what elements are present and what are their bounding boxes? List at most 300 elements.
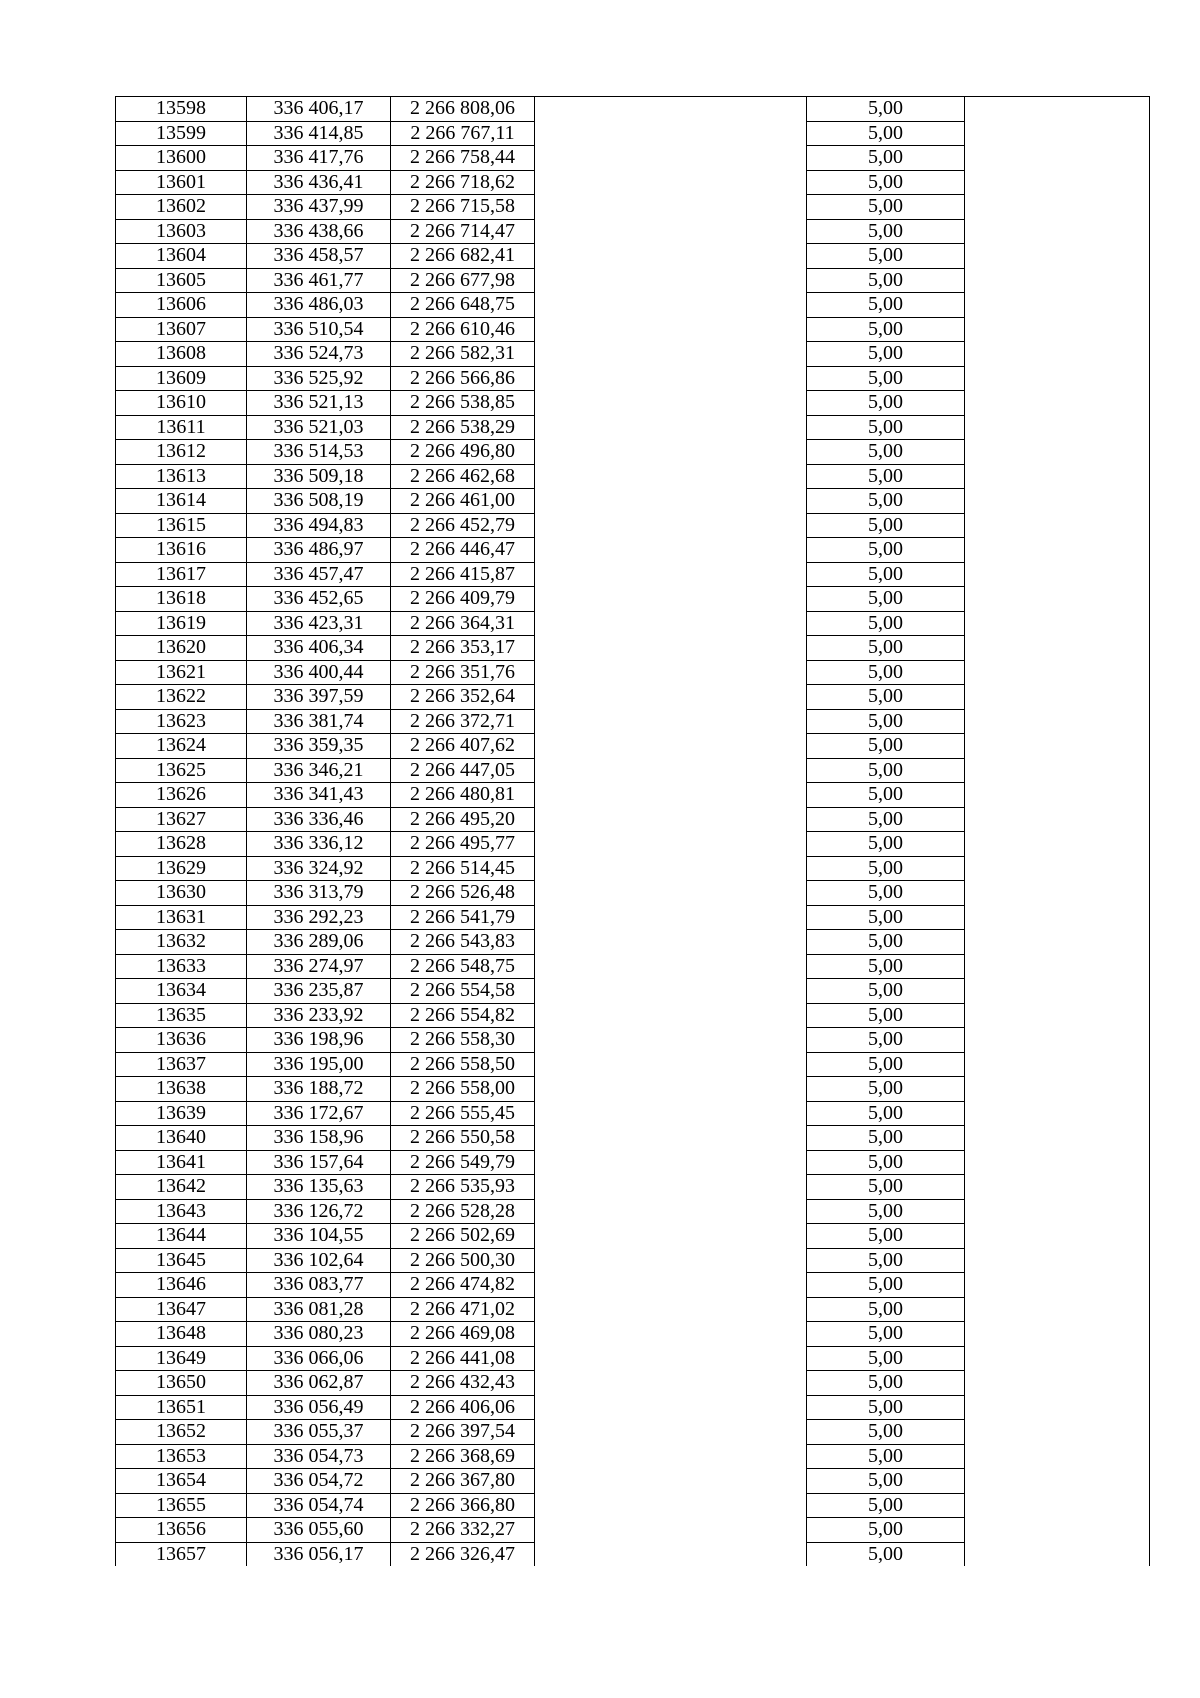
y-coordinate-cell: 2 266 461,00	[391, 489, 535, 514]
accuracy-cell: 5,00	[807, 464, 965, 489]
x-coordinate-cell: 336 104,55	[247, 1224, 391, 1249]
accuracy-cell: 5,00	[807, 979, 965, 1004]
table-row	[116, 734, 1150, 759]
table-row	[116, 219, 1150, 244]
accuracy-cell: 5,00	[807, 415, 965, 440]
empty-cell	[535, 538, 807, 563]
accuracy-cell: 5,00	[807, 587, 965, 612]
x-coordinate-cell: 336 083,77	[247, 1273, 391, 1298]
accuracy-cell: 5,00	[807, 513, 965, 538]
accuracy-cell: 5,00	[807, 293, 965, 318]
y-coordinate-cell: 2 266 648,75	[391, 293, 535, 318]
point-number-cell: 13656	[116, 1518, 247, 1543]
empty-cell	[965, 391, 1150, 416]
empty-cell	[965, 440, 1150, 465]
x-coordinate-cell: 336 198,96	[247, 1028, 391, 1053]
y-coordinate-cell: 2 266 715,58	[391, 195, 535, 220]
y-coordinate-cell: 2 266 682,41	[391, 244, 535, 269]
x-coordinate-cell: 336 066,06	[247, 1346, 391, 1371]
y-coordinate-cell: 2 266 480,81	[391, 783, 535, 808]
point-number-cell: 13611	[116, 415, 247, 440]
y-coordinate-cell: 2 266 368,69	[391, 1444, 535, 1469]
empty-cell	[535, 1248, 807, 1273]
table-row	[116, 954, 1150, 979]
point-number-cell: 13632	[116, 930, 247, 955]
empty-cell	[535, 440, 807, 465]
y-coordinate-cell: 2 266 495,77	[391, 832, 535, 857]
y-coordinate-cell: 2 266 566,86	[391, 366, 535, 391]
empty-cell	[535, 1273, 807, 1298]
empty-cell	[965, 587, 1150, 612]
y-coordinate-cell: 2 266 528,28	[391, 1199, 535, 1224]
empty-cell	[965, 709, 1150, 734]
x-coordinate-cell: 336 336,12	[247, 832, 391, 857]
accuracy-cell: 5,00	[807, 1224, 965, 1249]
y-coordinate-cell: 2 266 677,98	[391, 268, 535, 293]
table-body	[116, 97, 1150, 1567]
y-coordinate-cell: 2 266 447,05	[391, 758, 535, 783]
point-number-cell: 13600	[116, 146, 247, 171]
y-coordinate-cell: 2 266 714,47	[391, 219, 535, 244]
table-row	[116, 660, 1150, 685]
point-number-cell: 13652	[116, 1420, 247, 1445]
accuracy-cell: 5,00	[807, 317, 965, 342]
empty-cell	[965, 1248, 1150, 1273]
y-coordinate-cell: 2 266 409,79	[391, 587, 535, 612]
empty-cell	[535, 415, 807, 440]
x-coordinate-cell: 336 510,54	[247, 317, 391, 342]
empty-cell	[535, 342, 807, 367]
accuracy-cell: 5,00	[807, 562, 965, 587]
table-row	[116, 562, 1150, 587]
table-row	[116, 1224, 1150, 1249]
empty-cell	[965, 195, 1150, 220]
x-coordinate-cell: 336 055,60	[247, 1518, 391, 1543]
point-number-cell: 13614	[116, 489, 247, 514]
point-number-cell: 13604	[116, 244, 247, 269]
x-coordinate-cell: 336 494,83	[247, 513, 391, 538]
point-number-cell: 13651	[116, 1395, 247, 1420]
y-coordinate-cell: 2 266 558,30	[391, 1028, 535, 1053]
accuracy-cell: 5,00	[807, 366, 965, 391]
empty-cell	[965, 734, 1150, 759]
empty-cell	[535, 1371, 807, 1396]
x-coordinate-cell: 336 336,46	[247, 807, 391, 832]
empty-cell	[535, 660, 807, 685]
table-row	[116, 391, 1150, 416]
x-coordinate-cell: 336 414,85	[247, 121, 391, 146]
empty-cell	[965, 1469, 1150, 1494]
x-coordinate-cell: 336 438,66	[247, 219, 391, 244]
point-number-cell: 13636	[116, 1028, 247, 1053]
empty-cell	[535, 1077, 807, 1102]
empty-cell	[535, 219, 807, 244]
table-row	[116, 268, 1150, 293]
y-coordinate-cell: 2 266 543,83	[391, 930, 535, 955]
table-row	[116, 1248, 1150, 1273]
empty-cell	[965, 464, 1150, 489]
empty-cell	[535, 1493, 807, 1518]
empty-cell	[965, 954, 1150, 979]
y-coordinate-cell: 2 266 718,62	[391, 170, 535, 195]
x-coordinate-cell: 336 521,03	[247, 415, 391, 440]
empty-cell	[535, 195, 807, 220]
x-coordinate-cell: 336 486,03	[247, 293, 391, 318]
empty-cell	[535, 1003, 807, 1028]
accuracy-cell: 5,00	[807, 121, 965, 146]
y-coordinate-cell: 2 266 352,64	[391, 685, 535, 710]
empty-cell	[965, 758, 1150, 783]
y-coordinate-cell: 2 266 514,45	[391, 856, 535, 881]
point-number-cell: 13643	[116, 1199, 247, 1224]
empty-cell	[965, 660, 1150, 685]
point-number-cell: 13606	[116, 293, 247, 318]
accuracy-cell: 5,00	[807, 1150, 965, 1175]
y-coordinate-cell: 2 266 500,30	[391, 1248, 535, 1273]
x-coordinate-cell: 336 508,19	[247, 489, 391, 514]
empty-cell	[965, 317, 1150, 342]
accuracy-cell: 5,00	[807, 1371, 965, 1396]
empty-cell	[965, 1444, 1150, 1469]
y-coordinate-cell: 2 266 496,80	[391, 440, 535, 465]
accuracy-cell: 5,00	[807, 1322, 965, 1347]
x-coordinate-cell: 336 188,72	[247, 1077, 391, 1102]
y-coordinate-cell: 2 266 372,71	[391, 709, 535, 734]
empty-cell	[535, 905, 807, 930]
empty-cell	[535, 268, 807, 293]
table-row	[116, 758, 1150, 783]
y-coordinate-cell: 2 266 558,00	[391, 1077, 535, 1102]
accuracy-cell: 5,00	[807, 97, 965, 122]
empty-cell	[965, 1518, 1150, 1543]
table-row	[116, 1469, 1150, 1494]
table-row	[116, 1493, 1150, 1518]
point-number-cell: 13650	[116, 1371, 247, 1396]
coordinates-table	[115, 96, 1150, 1566]
point-number-cell: 13644	[116, 1224, 247, 1249]
accuracy-cell: 5,00	[807, 832, 965, 857]
table-row	[116, 538, 1150, 563]
x-coordinate-cell: 336 062,87	[247, 1371, 391, 1396]
x-coordinate-cell: 336 158,96	[247, 1126, 391, 1151]
empty-cell	[965, 1371, 1150, 1396]
x-coordinate-cell: 336 292,23	[247, 905, 391, 930]
empty-cell	[535, 930, 807, 955]
y-coordinate-cell: 2 266 469,08	[391, 1322, 535, 1347]
table-row	[116, 97, 1150, 122]
table-row	[116, 1395, 1150, 1420]
point-number-cell: 13605	[116, 268, 247, 293]
empty-cell	[535, 587, 807, 612]
y-coordinate-cell: 2 266 366,80	[391, 1493, 535, 1518]
accuracy-cell: 5,00	[807, 709, 965, 734]
point-number-cell: 13647	[116, 1297, 247, 1322]
empty-cell	[535, 1101, 807, 1126]
x-coordinate-cell: 336 437,99	[247, 195, 391, 220]
x-coordinate-cell: 336 056,17	[247, 1542, 391, 1566]
x-coordinate-cell: 336 400,44	[247, 660, 391, 685]
empty-cell	[965, 219, 1150, 244]
x-coordinate-cell: 336 102,64	[247, 1248, 391, 1273]
x-coordinate-cell: 336 486,97	[247, 538, 391, 563]
point-number-cell: 13613	[116, 464, 247, 489]
accuracy-cell: 5,00	[807, 734, 965, 759]
y-coordinate-cell: 2 266 538,29	[391, 415, 535, 440]
table-row	[116, 905, 1150, 930]
empty-cell	[965, 1101, 1150, 1126]
accuracy-cell: 5,00	[807, 1273, 965, 1298]
y-coordinate-cell: 2 266 397,54	[391, 1420, 535, 1445]
empty-cell	[535, 709, 807, 734]
table-row	[116, 513, 1150, 538]
x-coordinate-cell: 336 235,87	[247, 979, 391, 1004]
accuracy-cell: 5,00	[807, 1297, 965, 1322]
point-number-cell: 13646	[116, 1273, 247, 1298]
y-coordinate-cell: 2 266 367,80	[391, 1469, 535, 1494]
table-row	[116, 709, 1150, 734]
x-coordinate-cell: 336 126,72	[247, 1199, 391, 1224]
accuracy-cell: 5,00	[807, 195, 965, 220]
x-coordinate-cell: 336 452,65	[247, 587, 391, 612]
empty-cell	[535, 293, 807, 318]
accuracy-cell: 5,00	[807, 1346, 965, 1371]
empty-cell	[535, 611, 807, 636]
table-row	[116, 881, 1150, 906]
empty-cell	[965, 636, 1150, 661]
accuracy-cell: 5,00	[807, 268, 965, 293]
empty-cell	[965, 1224, 1150, 1249]
empty-cell	[535, 1542, 807, 1566]
empty-cell	[535, 979, 807, 1004]
empty-cell	[535, 1469, 807, 1494]
y-coordinate-cell: 2 266 758,44	[391, 146, 535, 171]
empty-cell	[535, 1126, 807, 1151]
empty-cell	[965, 538, 1150, 563]
table-row	[116, 1297, 1150, 1322]
empty-cell	[535, 1420, 807, 1445]
x-coordinate-cell: 336 461,77	[247, 268, 391, 293]
accuracy-cell: 5,00	[807, 636, 965, 661]
empty-cell	[965, 97, 1150, 122]
accuracy-cell: 5,00	[807, 856, 965, 881]
x-coordinate-cell: 336 514,53	[247, 440, 391, 465]
table-row	[116, 1346, 1150, 1371]
table-row	[116, 1322, 1150, 1347]
accuracy-cell: 5,00	[807, 170, 965, 195]
x-coordinate-cell: 336 324,92	[247, 856, 391, 881]
point-number-cell: 13621	[116, 660, 247, 685]
accuracy-cell: 5,00	[807, 1175, 965, 1200]
accuracy-cell: 5,00	[807, 954, 965, 979]
point-number-cell: 13623	[116, 709, 247, 734]
accuracy-cell: 5,00	[807, 1469, 965, 1494]
y-coordinate-cell: 2 266 364,31	[391, 611, 535, 636]
empty-cell	[535, 562, 807, 587]
y-coordinate-cell: 2 266 582,31	[391, 342, 535, 367]
point-number-cell: 13648	[116, 1322, 247, 1347]
table-row	[116, 1273, 1150, 1298]
x-coordinate-cell: 336 233,92	[247, 1003, 391, 1028]
empty-cell	[535, 317, 807, 342]
empty-cell	[965, 1150, 1150, 1175]
empty-cell	[535, 513, 807, 538]
point-number-cell: 13645	[116, 1248, 247, 1273]
empty-cell	[965, 415, 1150, 440]
point-number-cell: 13602	[116, 195, 247, 220]
empty-cell	[535, 1224, 807, 1249]
empty-cell	[965, 611, 1150, 636]
empty-cell	[965, 1346, 1150, 1371]
x-coordinate-cell: 336 381,74	[247, 709, 391, 734]
empty-cell	[535, 464, 807, 489]
x-coordinate-cell: 336 436,41	[247, 170, 391, 195]
x-coordinate-cell: 336 457,47	[247, 562, 391, 587]
empty-cell	[965, 244, 1150, 269]
empty-cell	[965, 979, 1150, 1004]
empty-cell	[965, 1493, 1150, 1518]
empty-cell	[965, 1395, 1150, 1420]
empty-cell	[535, 1346, 807, 1371]
y-coordinate-cell: 2 266 474,82	[391, 1273, 535, 1298]
accuracy-cell: 5,00	[807, 219, 965, 244]
empty-cell	[535, 881, 807, 906]
empty-cell	[965, 562, 1150, 587]
empty-cell	[965, 1028, 1150, 1053]
point-number-cell: 13615	[116, 513, 247, 538]
y-coordinate-cell: 2 266 808,06	[391, 97, 535, 122]
empty-cell	[535, 807, 807, 832]
point-number-cell: 13612	[116, 440, 247, 465]
accuracy-cell: 5,00	[807, 1444, 965, 1469]
table-row	[116, 1444, 1150, 1469]
accuracy-cell: 5,00	[807, 783, 965, 808]
point-number-cell: 13642	[116, 1175, 247, 1200]
empty-cell	[965, 121, 1150, 146]
x-coordinate-cell: 336 054,74	[247, 1493, 391, 1518]
empty-cell	[535, 954, 807, 979]
table-row	[116, 464, 1150, 489]
x-coordinate-cell: 336 417,76	[247, 146, 391, 171]
accuracy-cell: 5,00	[807, 391, 965, 416]
empty-cell	[535, 856, 807, 881]
point-number-cell: 13640	[116, 1126, 247, 1151]
y-coordinate-cell: 2 266 332,27	[391, 1518, 535, 1543]
x-coordinate-cell: 336 359,35	[247, 734, 391, 759]
empty-cell	[965, 1322, 1150, 1347]
table-row	[116, 317, 1150, 342]
y-coordinate-cell: 2 266 555,45	[391, 1101, 535, 1126]
x-coordinate-cell: 336 509,18	[247, 464, 391, 489]
accuracy-cell: 5,00	[807, 538, 965, 563]
empty-cell	[535, 1028, 807, 1053]
accuracy-cell: 5,00	[807, 905, 965, 930]
y-coordinate-cell: 2 266 549,79	[391, 1150, 535, 1175]
point-number-cell: 13607	[116, 317, 247, 342]
point-number-cell: 13637	[116, 1052, 247, 1077]
table-row	[116, 440, 1150, 465]
empty-cell	[965, 1199, 1150, 1224]
point-number-cell: 13630	[116, 881, 247, 906]
y-coordinate-cell: 2 266 432,43	[391, 1371, 535, 1396]
point-number-cell: 13620	[116, 636, 247, 661]
empty-cell	[535, 170, 807, 195]
empty-cell	[965, 1126, 1150, 1151]
empty-cell	[965, 685, 1150, 710]
table-row	[116, 1126, 1150, 1151]
x-coordinate-cell: 336 135,63	[247, 1175, 391, 1200]
table-row	[116, 170, 1150, 195]
accuracy-cell: 5,00	[807, 1518, 965, 1543]
empty-cell	[965, 1420, 1150, 1445]
empty-cell	[535, 783, 807, 808]
y-coordinate-cell: 2 266 550,58	[391, 1126, 535, 1151]
table-row	[116, 587, 1150, 612]
accuracy-cell: 5,00	[807, 807, 965, 832]
y-coordinate-cell: 2 266 407,62	[391, 734, 535, 759]
point-number-cell: 13599	[116, 121, 247, 146]
x-coordinate-cell: 336 397,59	[247, 685, 391, 710]
y-coordinate-cell: 2 266 502,69	[391, 1224, 535, 1249]
empty-cell	[965, 783, 1150, 808]
empty-cell	[965, 856, 1150, 881]
x-coordinate-cell: 336 521,13	[247, 391, 391, 416]
empty-cell	[965, 1542, 1150, 1566]
x-coordinate-cell: 336 406,34	[247, 636, 391, 661]
point-number-cell: 13655	[116, 1493, 247, 1518]
y-coordinate-cell: 2 266 415,87	[391, 562, 535, 587]
empty-cell	[965, 366, 1150, 391]
empty-cell	[535, 1518, 807, 1543]
empty-cell	[535, 734, 807, 759]
y-coordinate-cell: 2 266 610,46	[391, 317, 535, 342]
point-number-cell: 13654	[116, 1469, 247, 1494]
y-coordinate-cell: 2 266 462,68	[391, 464, 535, 489]
y-coordinate-cell: 2 266 353,17	[391, 636, 535, 661]
empty-cell	[965, 930, 1150, 955]
accuracy-cell: 5,00	[807, 1542, 965, 1566]
empty-cell	[535, 366, 807, 391]
table-row	[116, 685, 1150, 710]
x-coordinate-cell: 336 054,73	[247, 1444, 391, 1469]
x-coordinate-cell: 336 055,37	[247, 1420, 391, 1445]
accuracy-cell: 5,00	[807, 1077, 965, 1102]
x-coordinate-cell: 336 195,00	[247, 1052, 391, 1077]
empty-cell	[965, 268, 1150, 293]
point-number-cell: 13598	[116, 97, 247, 122]
empty-cell	[535, 1395, 807, 1420]
table-row	[116, 1028, 1150, 1053]
point-number-cell: 13633	[116, 954, 247, 979]
table-row	[116, 1371, 1150, 1396]
empty-cell	[535, 1322, 807, 1347]
table-row	[116, 856, 1150, 881]
point-number-cell: 13641	[116, 1150, 247, 1175]
point-number-cell: 13603	[116, 219, 247, 244]
table-row	[116, 415, 1150, 440]
y-coordinate-cell: 2 266 452,79	[391, 513, 535, 538]
point-number-cell: 13629	[116, 856, 247, 881]
point-number-cell: 13608	[116, 342, 247, 367]
table-row	[116, 1101, 1150, 1126]
y-coordinate-cell: 2 266 406,06	[391, 1395, 535, 1420]
empty-cell	[965, 881, 1150, 906]
accuracy-cell: 5,00	[807, 1003, 965, 1028]
table-row	[116, 1420, 1150, 1445]
empty-cell	[965, 905, 1150, 930]
empty-cell	[535, 244, 807, 269]
point-number-cell: 13601	[116, 170, 247, 195]
x-coordinate-cell: 336 458,57	[247, 244, 391, 269]
